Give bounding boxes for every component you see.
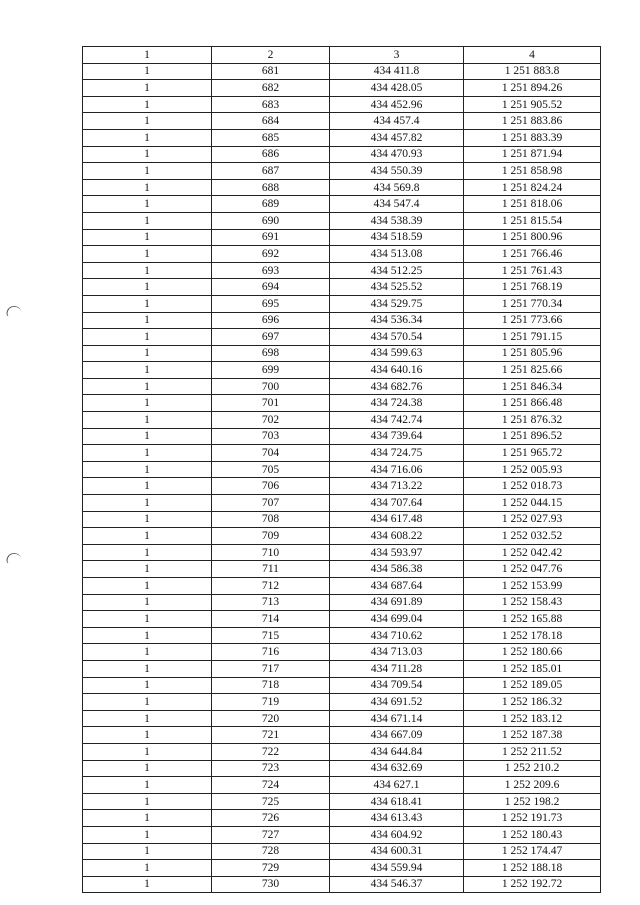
table-row bbox=[83, 262, 601, 279]
table-cell-col-2: 692 bbox=[212, 246, 330, 263]
table-cell-col-4: 1 251 773.66 bbox=[464, 312, 601, 329]
table-cell-col-4: 1 252 191.73 bbox=[464, 810, 601, 827]
table-row bbox=[83, 80, 601, 97]
table-cell-col-3: 434 644.84 bbox=[330, 743, 464, 760]
table-cell-col-2: 683 bbox=[212, 96, 330, 113]
table-cell-col-2: 684 bbox=[212, 113, 330, 130]
table-cell-col-1: 1 bbox=[83, 179, 212, 196]
table-cell-col-1: 1 bbox=[83, 710, 212, 727]
table-cell-col-3: 434 536.34 bbox=[330, 312, 464, 329]
table-cell-col-3: 434 671.14 bbox=[330, 710, 464, 727]
table-row bbox=[83, 710, 601, 727]
table-cell-col-1: 1 bbox=[83, 810, 212, 827]
table-cell-col-3: 434 618.41 bbox=[330, 793, 464, 810]
table-cell-col-4: 1 251 965.72 bbox=[464, 445, 601, 462]
table-row bbox=[83, 246, 601, 263]
table-cell-col-1: 1 bbox=[83, 561, 212, 578]
table-row bbox=[83, 793, 601, 810]
table-cell-col-3: 434 742.74 bbox=[330, 412, 464, 429]
table-cell-col-1: 1 bbox=[83, 495, 212, 512]
table-row bbox=[83, 163, 601, 180]
coordinates-table bbox=[82, 46, 601, 893]
table-row bbox=[83, 96, 601, 113]
table-cell-col-2: 687 bbox=[212, 163, 330, 180]
table-cell-col-2: 707 bbox=[212, 495, 330, 512]
table-cell-col-2: 699 bbox=[212, 362, 330, 379]
table-cell-col-1: 1 bbox=[83, 544, 212, 561]
table-row bbox=[83, 677, 601, 694]
table-cell-col-1: 1 bbox=[83, 627, 212, 644]
table-cell-col-2: 720 bbox=[212, 710, 330, 727]
table-row bbox=[83, 843, 601, 860]
table-cell-col-1: 1 bbox=[83, 694, 212, 711]
table-row bbox=[83, 478, 601, 495]
table-cell-col-2: 724 bbox=[212, 777, 330, 794]
table-cell-col-1: 1 bbox=[83, 727, 212, 744]
table-cell-col-4: 1 252 192.72 bbox=[464, 876, 601, 893]
table-cell-col-1: 1 bbox=[83, 312, 212, 329]
table-cell-col-3: 434 699.04 bbox=[330, 611, 464, 628]
margin-mark-top bbox=[5, 305, 21, 316]
table-cell-col-3: 434 547.4 bbox=[330, 196, 464, 213]
table-cell-col-4: 1 252 189.05 bbox=[464, 677, 601, 694]
table-cell-col-3: 434 716.06 bbox=[330, 461, 464, 478]
margin-mark-bottom bbox=[5, 552, 21, 563]
table-cell-col-4: 1 251 824.24 bbox=[464, 179, 601, 196]
table-cell-col-2: 730 bbox=[212, 876, 330, 893]
header-cell-4: 4 bbox=[464, 47, 601, 64]
table-cell-col-2: 717 bbox=[212, 660, 330, 677]
table-row bbox=[83, 511, 601, 528]
table-cell-col-4: 1 251 791.15 bbox=[464, 329, 601, 346]
table-cell-col-1: 1 bbox=[83, 445, 212, 462]
table-cell-col-1: 1 bbox=[83, 212, 212, 229]
table-cell-col-1: 1 bbox=[83, 395, 212, 412]
table-cell-col-2: 681 bbox=[212, 63, 330, 80]
table-cell-col-3: 434 546.37 bbox=[330, 876, 464, 893]
table-cell-col-4: 1 251 766.46 bbox=[464, 246, 601, 263]
table-row bbox=[83, 129, 601, 146]
table-cell-col-4: 1 252 153.99 bbox=[464, 578, 601, 595]
table-cell-col-1: 1 bbox=[83, 96, 212, 113]
table-cell-col-2: 691 bbox=[212, 229, 330, 246]
table-body bbox=[83, 63, 601, 893]
table-cell-col-1: 1 bbox=[83, 594, 212, 611]
table-cell-col-3: 434 724.75 bbox=[330, 445, 464, 462]
table-cell-col-4: 1 252 209.6 bbox=[464, 777, 601, 794]
table-cell-col-2: 721 bbox=[212, 727, 330, 744]
table-cell-col-4: 1 251 883.8 bbox=[464, 63, 601, 80]
table-cell-col-2: 726 bbox=[212, 810, 330, 827]
table-cell-col-2: 719 bbox=[212, 694, 330, 711]
table-row bbox=[83, 229, 601, 246]
table-cell-col-3: 434 457.82 bbox=[330, 129, 464, 146]
table-cell-col-2: 718 bbox=[212, 677, 330, 694]
table-cell-col-1: 1 bbox=[83, 196, 212, 213]
table-cell-col-2: 700 bbox=[212, 378, 330, 395]
table-cell-col-3: 434 713.03 bbox=[330, 644, 464, 661]
table-cell-col-2: 711 bbox=[212, 561, 330, 578]
table-cell-col-1: 1 bbox=[83, 80, 212, 97]
table-cell-col-1: 1 bbox=[83, 229, 212, 246]
table-header bbox=[83, 47, 601, 64]
table-cell-col-2: 701 bbox=[212, 395, 330, 412]
table-cell-col-2: 709 bbox=[212, 528, 330, 545]
table-cell-col-3: 434 710.62 bbox=[330, 627, 464, 644]
table-cell-col-1: 1 bbox=[83, 677, 212, 694]
table-cell-col-1: 1 bbox=[83, 793, 212, 810]
table-cell-col-2: 704 bbox=[212, 445, 330, 462]
table-cell-col-3: 434 713.22 bbox=[330, 478, 464, 495]
table-cell-col-4: 1 251 770.34 bbox=[464, 295, 601, 312]
table-cell-col-4: 1 251 894.26 bbox=[464, 80, 601, 97]
table-cell-col-4: 1 252 042.42 bbox=[464, 544, 601, 561]
table-row bbox=[83, 362, 601, 379]
table-row bbox=[83, 113, 601, 130]
table-cell-col-3: 434 711.28 bbox=[330, 660, 464, 677]
table-cell-col-1: 1 bbox=[83, 428, 212, 445]
table-cell-col-4: 1 252 018.73 bbox=[464, 478, 601, 495]
table-cell-col-1: 1 bbox=[83, 362, 212, 379]
table-cell-col-3: 434 724.38 bbox=[330, 395, 464, 412]
table-cell-col-1: 1 bbox=[83, 279, 212, 296]
table-row bbox=[83, 760, 601, 777]
table-row bbox=[83, 660, 601, 677]
table-row bbox=[83, 428, 601, 445]
table-cell-col-2: 715 bbox=[212, 627, 330, 644]
table-cell-col-1: 1 bbox=[83, 660, 212, 677]
table-row bbox=[83, 810, 601, 827]
table-row bbox=[83, 312, 601, 329]
table-cell-col-1: 1 bbox=[83, 743, 212, 760]
table-row bbox=[83, 644, 601, 661]
table-row bbox=[83, 395, 601, 412]
table-cell-col-4: 1 252 183.12 bbox=[464, 710, 601, 727]
table-cell-col-1: 1 bbox=[83, 611, 212, 628]
table-cell-col-4: 1 252 180.66 bbox=[464, 644, 601, 661]
table-row bbox=[83, 445, 601, 462]
table-cell-col-4: 1 252 174.47 bbox=[464, 843, 601, 860]
table-cell-col-2: 689 bbox=[212, 196, 330, 213]
table-row bbox=[83, 212, 601, 229]
table-cell-col-3: 434 600.31 bbox=[330, 843, 464, 860]
table-cell-col-2: 725 bbox=[212, 793, 330, 810]
table-row bbox=[83, 329, 601, 346]
table-row bbox=[83, 279, 601, 296]
table-row bbox=[83, 727, 601, 744]
table-cell-col-1: 1 bbox=[83, 760, 212, 777]
table-cell-col-2: 706 bbox=[212, 478, 330, 495]
table-cell-col-2: 708 bbox=[212, 511, 330, 528]
table-cell-col-4: 1 251 846.34 bbox=[464, 378, 601, 395]
table-cell-col-1: 1 bbox=[83, 163, 212, 180]
table-row bbox=[83, 63, 601, 80]
table-cell-col-2: 695 bbox=[212, 295, 330, 312]
table-cell-col-4: 1 251 876.32 bbox=[464, 412, 601, 429]
table-cell-col-3: 434 739.64 bbox=[330, 428, 464, 445]
table-cell-col-3: 434 613.43 bbox=[330, 810, 464, 827]
table-row bbox=[83, 860, 601, 877]
table-cell-col-4: 1 252 178.18 bbox=[464, 627, 601, 644]
table-cell-col-4: 1 252 186.32 bbox=[464, 694, 601, 711]
table-row bbox=[83, 461, 601, 478]
table-row bbox=[83, 345, 601, 362]
table-cell-col-1: 1 bbox=[83, 644, 212, 661]
table-cell-col-4: 1 252 180.43 bbox=[464, 826, 601, 843]
table-row bbox=[83, 528, 601, 545]
table-cell-col-1: 1 bbox=[83, 295, 212, 312]
table-row bbox=[83, 694, 601, 711]
table-cell-col-3: 434 586.38 bbox=[330, 561, 464, 578]
table-cell-col-3: 434 538.39 bbox=[330, 212, 464, 229]
table-cell-col-3: 434 593.97 bbox=[330, 544, 464, 561]
table-cell-col-2: 685 bbox=[212, 129, 330, 146]
table-cell-col-1: 1 bbox=[83, 378, 212, 395]
table-cell-col-2: 710 bbox=[212, 544, 330, 561]
table-cell-col-1: 1 bbox=[83, 345, 212, 362]
table-cell-col-1: 1 bbox=[83, 826, 212, 843]
table-cell-col-2: 703 bbox=[212, 428, 330, 445]
header-cell-1: 1 bbox=[83, 47, 212, 64]
table-cell-col-4: 1 251 896.52 bbox=[464, 428, 601, 445]
header-row bbox=[83, 47, 601, 64]
table-row bbox=[83, 544, 601, 561]
table-cell-col-4: 1 252 165.88 bbox=[464, 611, 601, 628]
table-cell-col-4: 1 252 185.01 bbox=[464, 660, 601, 677]
table-cell-col-3: 434 604.92 bbox=[330, 826, 464, 843]
table-cell-col-4: 1 251 883.86 bbox=[464, 113, 601, 130]
table-cell-col-2: 694 bbox=[212, 279, 330, 296]
table-cell-col-3: 434 640.16 bbox=[330, 362, 464, 379]
table-cell-col-3: 434 550.39 bbox=[330, 163, 464, 180]
table-cell-col-1: 1 bbox=[83, 146, 212, 163]
table-cell-col-3: 434 428.05 bbox=[330, 80, 464, 97]
table-cell-col-4: 1 251 818.06 bbox=[464, 196, 601, 213]
table-cell-col-3: 434 627.1 bbox=[330, 777, 464, 794]
table-cell-col-4: 1 252 210.2 bbox=[464, 760, 601, 777]
table-cell-col-4: 1 251 866.48 bbox=[464, 395, 601, 412]
table-row bbox=[83, 777, 601, 794]
table-cell-col-3: 434 667.09 bbox=[330, 727, 464, 744]
table-row bbox=[83, 561, 601, 578]
table-cell-col-2: 690 bbox=[212, 212, 330, 229]
table-cell-col-3: 434 529.75 bbox=[330, 295, 464, 312]
table-cell-col-4: 1 251 800.96 bbox=[464, 229, 601, 246]
table-row bbox=[83, 295, 601, 312]
table-cell-col-3: 434 512.25 bbox=[330, 262, 464, 279]
table-cell-col-2: 712 bbox=[212, 578, 330, 595]
table-cell-col-3: 434 411.8 bbox=[330, 63, 464, 80]
header-cell-3: 3 bbox=[330, 47, 464, 64]
table-cell-col-4: 1 251 768.19 bbox=[464, 279, 601, 296]
table-cell-col-4: 1 251 883.39 bbox=[464, 129, 601, 146]
table-cell-col-4: 1 252 198.2 bbox=[464, 793, 601, 810]
table-cell-col-2: 686 bbox=[212, 146, 330, 163]
table-cell-col-2: 723 bbox=[212, 760, 330, 777]
table-cell-col-4: 1 252 047.76 bbox=[464, 561, 601, 578]
table-cell-col-2: 716 bbox=[212, 644, 330, 661]
table-row bbox=[83, 412, 601, 429]
table-cell-col-4: 1 251 858.98 bbox=[464, 163, 601, 180]
table-cell-col-2: 714 bbox=[212, 611, 330, 628]
table-row bbox=[83, 179, 601, 196]
table-cell-col-1: 1 bbox=[83, 113, 212, 130]
table-cell-col-3: 434 470.93 bbox=[330, 146, 464, 163]
table-row bbox=[83, 495, 601, 512]
table-cell-col-2: 727 bbox=[212, 826, 330, 843]
table-cell-col-4: 1 252 032.52 bbox=[464, 528, 601, 545]
table-row bbox=[83, 826, 601, 843]
table-cell-col-4: 1 252 158.43 bbox=[464, 594, 601, 611]
table-cell-col-2: 729 bbox=[212, 860, 330, 877]
table-cell-col-1: 1 bbox=[83, 860, 212, 877]
table-cell-col-3: 434 452.96 bbox=[330, 96, 464, 113]
table-cell-col-2: 728 bbox=[212, 843, 330, 860]
table-cell-col-1: 1 bbox=[83, 528, 212, 545]
table-row bbox=[83, 876, 601, 893]
table-row bbox=[83, 611, 601, 628]
table-row bbox=[83, 378, 601, 395]
table-cell-col-4: 1 252 188.18 bbox=[464, 860, 601, 877]
table-cell-col-3: 434 457.4 bbox=[330, 113, 464, 130]
table-cell-col-4: 1 252 211.52 bbox=[464, 743, 601, 760]
table-cell-col-3: 434 525.52 bbox=[330, 279, 464, 296]
table-cell-col-3: 434 691.89 bbox=[330, 594, 464, 611]
table-cell-col-3: 434 709.54 bbox=[330, 677, 464, 694]
table-cell-col-4: 1 252 027.93 bbox=[464, 511, 601, 528]
table-cell-col-4: 1 251 825.66 bbox=[464, 362, 601, 379]
table-cell-col-2: 697 bbox=[212, 329, 330, 346]
table-cell-col-3: 434 570.54 bbox=[330, 329, 464, 346]
table-cell-col-3: 434 682.76 bbox=[330, 378, 464, 395]
table-cell-col-3: 434 687.64 bbox=[330, 578, 464, 595]
table-cell-col-4: 1 251 761.43 bbox=[464, 262, 601, 279]
table-cell-col-1: 1 bbox=[83, 412, 212, 429]
table-cell-col-2: 702 bbox=[212, 412, 330, 429]
table-cell-col-2: 688 bbox=[212, 179, 330, 196]
table-cell-col-1: 1 bbox=[83, 777, 212, 794]
table-cell-col-3: 434 617.48 bbox=[330, 511, 464, 528]
table-cell-col-4: 1 252 005.93 bbox=[464, 461, 601, 478]
table-cell-col-3: 434 569.8 bbox=[330, 179, 464, 196]
table-cell-col-2: 682 bbox=[212, 80, 330, 97]
table-cell-col-1: 1 bbox=[83, 63, 212, 80]
table-row bbox=[83, 627, 601, 644]
table-row bbox=[83, 594, 601, 611]
table-cell-col-1: 1 bbox=[83, 129, 212, 146]
table-cell-col-2: 693 bbox=[212, 262, 330, 279]
table-row bbox=[83, 578, 601, 595]
table-cell-col-1: 1 bbox=[83, 246, 212, 263]
table-cell-col-3: 434 707.64 bbox=[330, 495, 464, 512]
table-cell-col-1: 1 bbox=[83, 329, 212, 346]
table-cell-col-1: 1 bbox=[83, 511, 212, 528]
table-cell-col-3: 434 559.94 bbox=[330, 860, 464, 877]
table-cell-col-3: 434 599.63 bbox=[330, 345, 464, 362]
table-cell-col-1: 1 bbox=[83, 461, 212, 478]
table-cell-col-3: 434 691.52 bbox=[330, 694, 464, 711]
table-cell-col-4: 1 252 187.38 bbox=[464, 727, 601, 744]
table-cell-col-4: 1 251 805.96 bbox=[464, 345, 601, 362]
table-cell-col-1: 1 bbox=[83, 843, 212, 860]
table-cell-col-1: 1 bbox=[83, 876, 212, 893]
table-cell-col-2: 713 bbox=[212, 594, 330, 611]
table-cell-col-3: 434 608.22 bbox=[330, 528, 464, 545]
table-cell-col-3: 434 632.69 bbox=[330, 760, 464, 777]
table-cell-col-1: 1 bbox=[83, 262, 212, 279]
table-cell-col-2: 705 bbox=[212, 461, 330, 478]
table-cell-col-3: 434 518.59 bbox=[330, 229, 464, 246]
table-cell-col-4: 1 251 905.52 bbox=[464, 96, 601, 113]
table-cell-col-2: 698 bbox=[212, 345, 330, 362]
table-cell-col-4: 1 252 044.15 bbox=[464, 495, 601, 512]
table-cell-col-4: 1 251 871.94 bbox=[464, 146, 601, 163]
header-cell-2: 2 bbox=[212, 47, 330, 64]
table-cell-col-1: 1 bbox=[83, 478, 212, 495]
table-row bbox=[83, 146, 601, 163]
table-cell-col-3: 434 513.08 bbox=[330, 246, 464, 263]
table-cell-col-2: 722 bbox=[212, 743, 330, 760]
table-row bbox=[83, 196, 601, 213]
table-cell-col-2: 696 bbox=[212, 312, 330, 329]
table-cell-col-4: 1 251 815.54 bbox=[464, 212, 601, 229]
table-row bbox=[83, 743, 601, 760]
table-cell-col-1: 1 bbox=[83, 578, 212, 595]
